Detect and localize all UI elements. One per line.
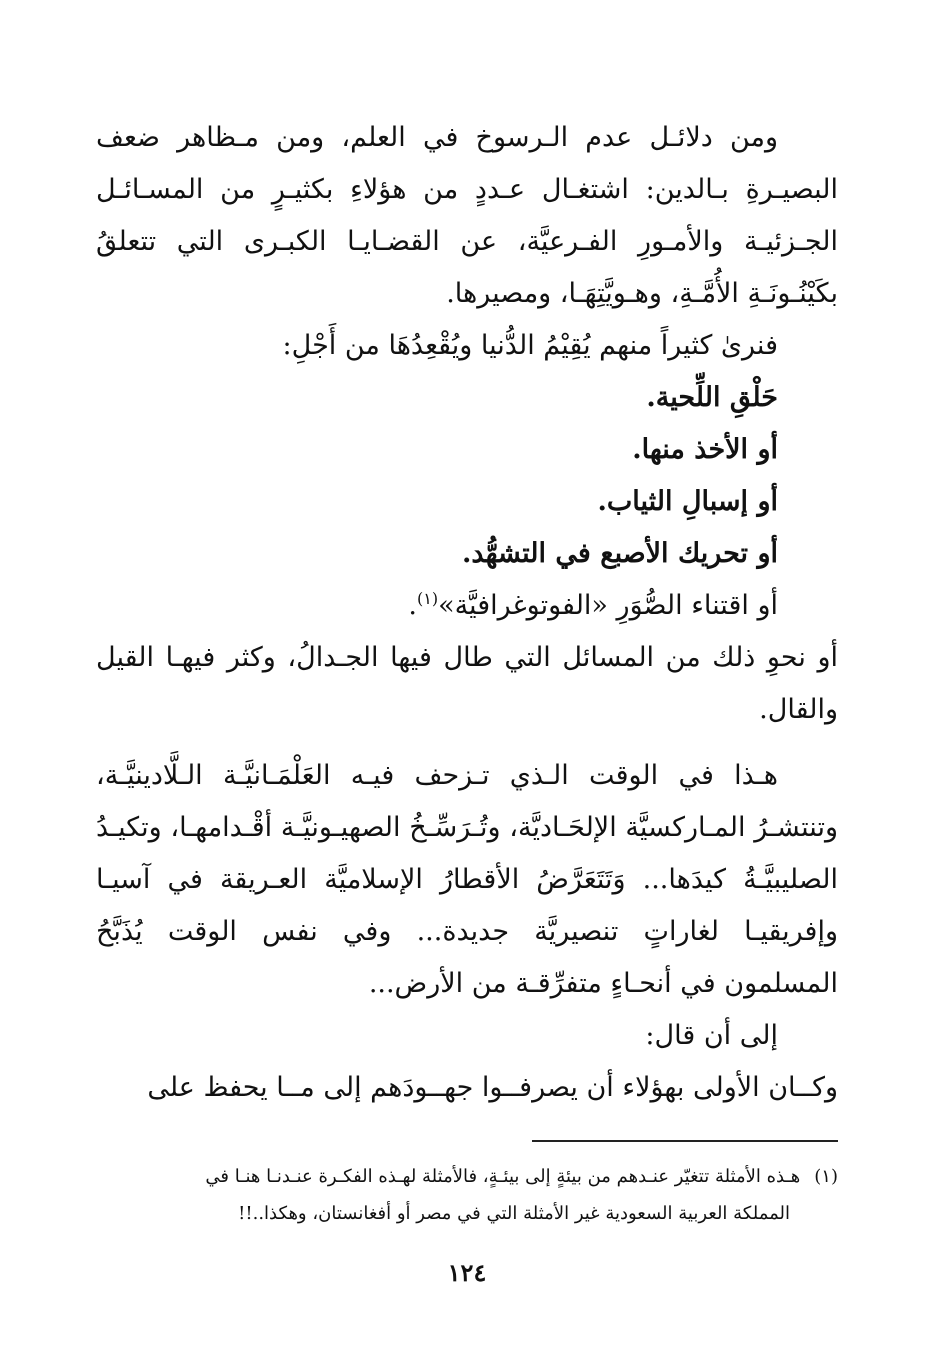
paragraph-indicators bbox=[96, 112, 838, 320]
footnote-1-continued bbox=[96, 1195, 838, 1232]
footnotes bbox=[96, 1158, 838, 1232]
p2-line-2: والقال. bbox=[759, 694, 838, 725]
p1-line-2: بـالدين: اشتغـال عـددٍ من هؤلاءِ بكثيـرٍ من المسـائـل الجـزئيـة والأمـورِ bbox=[96, 174, 838, 257]
footnote-1-line-2: المملكة العربية السعودية غير الأمثلة التي في مصر أو أفغانستان، وهكذا..!! bbox=[238, 1203, 790, 1224]
p1-line-4: ومصيرها. bbox=[446, 278, 552, 309]
p3-line-2: المـاركسيَّة الإلحَـاديَّة، وتُـرَسِّـخُ الصهيـونيَّـة أقْـدامهـا، وتكيـدُ الصليبيَّـةُ bbox=[96, 812, 838, 895]
list-item: أو إسبالِ الثياب. bbox=[597, 486, 778, 517]
list-item: حَلْقِ اللِّحية. bbox=[646, 382, 778, 413]
p3-line-4: تنصيريَّة جديدة... وفي نفس الوقت يُذَبَّحُ المسلمون في أنحـاءٍ متفرِّقـة bbox=[96, 916, 838, 999]
last-line-text: وكــان الأولى بهؤلاء أن يصرفــوا جهــودَهم إلى مــا يحفظ على bbox=[147, 1072, 838, 1103]
footnote-reference: (١) bbox=[416, 589, 439, 608]
photo-item-end: . bbox=[408, 590, 417, 621]
p1-line-1: ومن دلائـل عدم الـرسوخ في العلم، ومن مـظاهر ضعف البصيـرةِ bbox=[96, 122, 838, 205]
list-item: أو تحريك الأصبع في التشهُّد. bbox=[462, 538, 778, 569]
last-line bbox=[96, 1062, 838, 1114]
footnote-1-line-1: هـذه الأمثلة تتغيّر عنـدهم من بيئةٍ إلى بيئـةٍ، فالأمثلة لهـذه الفكـرة عنـدنـا هنـا في bbox=[205, 1166, 801, 1187]
intro-line: فنرىٰ كثيراً منهم يُقِيْمُ الدُّنيا ويُقْعِدُهَا من أَجْلِ: bbox=[282, 330, 778, 361]
photo-item bbox=[96, 580, 838, 632]
until-he-said: إلى أن قال: bbox=[645, 1020, 778, 1051]
main-text bbox=[96, 112, 838, 1114]
p3-line-5: من الأرض... bbox=[368, 968, 507, 999]
list-item: أو الأخذ منها. bbox=[632, 434, 778, 465]
p3-line-3: كيدَها... وَتَتَعَرَّضُ الأقطارُ الإسلاميَّة العـريقة في آسيـا وإفريقيـا لغاراتٍ bbox=[96, 864, 838, 947]
p2-line-1: أو نحوِ ذلك من المسائل التي طال فيها الجـدالُ، وكثر فيهـا القيل bbox=[96, 642, 838, 673]
footnote-1 bbox=[96, 1158, 838, 1195]
photo-item-text: أو اقتناء الصُّوَرِ «الفوتوغرافيَّة» bbox=[438, 590, 778, 621]
footnote-number: (١) bbox=[814, 1166, 838, 1187]
paragraph-context bbox=[96, 750, 838, 1010]
paragraph-other-issues bbox=[96, 632, 838, 736]
p1-line-3: الفـرعيَّة، عن القضـايـا الكبـرى التي تتعلقُ بكَيْنُـونَـةِ الأُمَّـةِ، وهـويَّتِهَـا، bbox=[96, 226, 838, 309]
page-number: ١٢٤ bbox=[447, 1258, 487, 1287]
p3-line-1: هـذا في الوقت الـذي تـزحف فيـه العَلْمَـانيَّـة الـلَّادينيَّـة، وتنتشـرُ bbox=[96, 760, 838, 843]
footnote-divider bbox=[532, 1140, 838, 1142]
